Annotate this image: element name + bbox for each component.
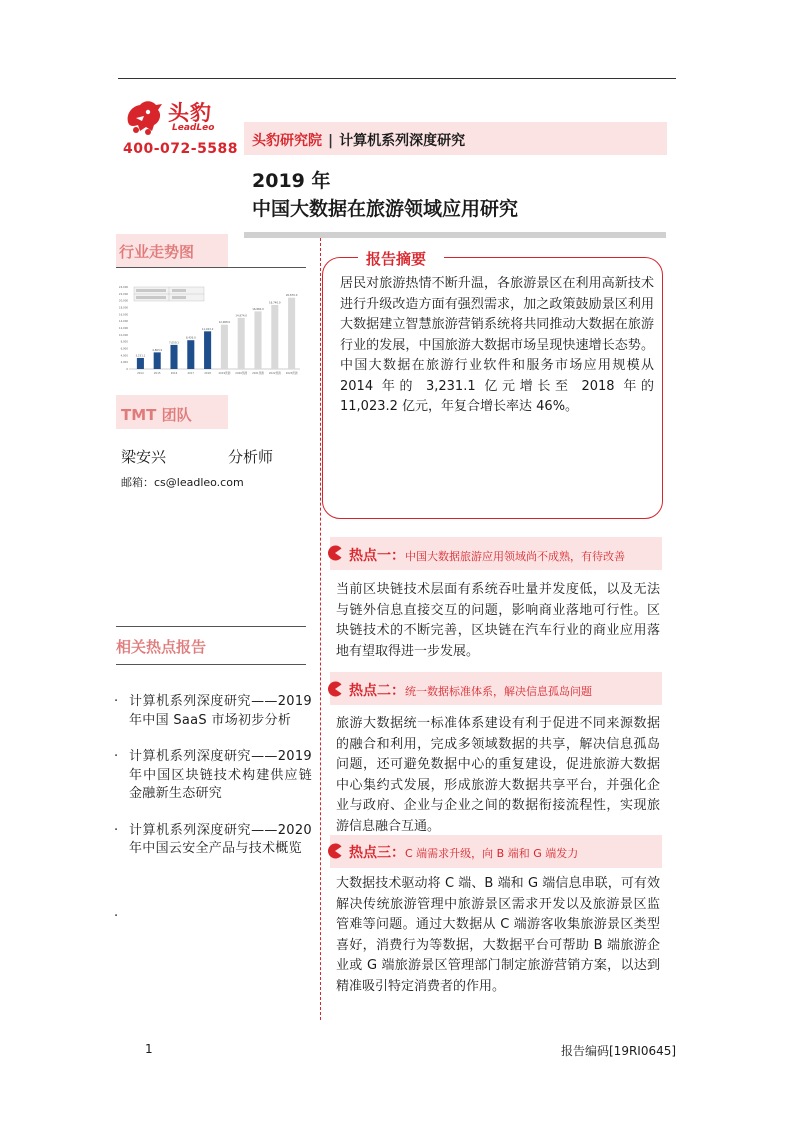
bar-value-label: 7,059.1: [169, 341, 179, 345]
hotspot-1-header: [349, 545, 625, 565]
chart-bar: [137, 358, 144, 369]
hotspot-1-subtitle: 中国大数据旅游应用领域尚不成熟，有待改善: [405, 550, 625, 563]
y-tick-label: 10,000: [118, 333, 128, 337]
hotspot-2-header: [349, 680, 592, 700]
y-tick-label: 18,000: [118, 306, 128, 310]
x-tick-label: 2017: [187, 372, 195, 375]
hotspot-2-label: 热点二：: [349, 683, 405, 699]
chart-bar: [170, 345, 177, 369]
y-tick-label: 0: [126, 368, 128, 371]
bar-value-label: 12,968.0: [218, 321, 231, 325]
bar-value-label: 18,740.0: [269, 301, 281, 305]
hotspot-1-label: 热点一：: [349, 548, 405, 564]
brand-name-en: LeadLeo: [172, 123, 215, 133]
analyst-email[interactable]: 邮箱：cs@leadleo.com: [121, 476, 244, 489]
chart-bar: [254, 311, 261, 369]
related-report-title: 计算机系列深度研究——2020 年中国云安全产品与技术概览: [129, 822, 312, 856]
bar-value-label: 16,860.0: [252, 307, 264, 311]
hotspot-3-subtitle: C 端需求升级，向 B 端和 G 端发力: [405, 847, 579, 860]
y-tick-label: 22,000: [118, 292, 128, 296]
related-reports-list: [112, 693, 312, 877]
hotspot-2-body: 旅游大数据统一标准体系建设有利于促进不同来源数据的融合和利用，完成多领域数据的共享，解决信息孤岛问题，还可避免数据中心的重复建设，促进旅游大数据中心集约式发展，形成旅游大数据共享平台，并强化企业与政府、企业与企业之间的数据衔接流程性，实现旅游信息融合互通。: [336, 716, 660, 834]
x-tick-label: 2022预测: [268, 372, 281, 375]
list-bullet: ·: [114, 822, 119, 838]
top-divider: [118, 78, 676, 79]
related-report-item[interactable]: [112, 693, 312, 730]
x-tick-label: 2016: [170, 372, 178, 375]
hotspot-2-subtitle: 统一数据标准体系，解决信息孤岛问题: [405, 685, 592, 698]
chart-bar: [204, 331, 211, 369]
y-tick-label: 6,000: [120, 347, 128, 351]
trend-heading: 行业走势图: [119, 243, 195, 261]
related-heading: 相关热点报告: [116, 638, 207, 656]
bar-value-label: 8,426.0: [185, 336, 196, 340]
y-tick-label: 8,000: [120, 340, 128, 344]
list-bullet: ·: [114, 749, 119, 764]
x-tick-label: 2018: [204, 372, 211, 375]
summary-heading: 报告摘要: [366, 250, 427, 268]
industry-trend-chart: [116, 277, 306, 377]
hotspot-3-body: 大数据技术驱动将 C 端、B 端和 G 端信息串联，可有效解决传统旅游管理中旅游景区需求开发以及旅游景区监管难等问题。通过大数据从 C 端游客收集旅游景区类型喜好，消费行为等数据，大数据平台可帮助 B 端旅游企业或 G 端旅游景区管理部门制定旅游营销方案，以达到精准吸引特定消费者的作用。: [336, 876, 660, 994]
series-name: 计算机系列深度研究: [339, 133, 466, 149]
y-tick-label: 24,000: [118, 286, 128, 289]
y-tick-label: 2,000: [120, 361, 128, 365]
report-code: 报告编码[19RI0645]: [561, 1044, 677, 1058]
list-bullet: ·: [114, 694, 119, 709]
hotspot-3-label: 热点三：: [349, 845, 405, 861]
header-series: [252, 130, 465, 150]
team-heading: TMT 团队: [121, 406, 192, 424]
header-separator: |: [328, 133, 334, 149]
related-report-title: 计算机系列深度研究——2019 年中国 SaaS 市场初步分析: [129, 694, 312, 728]
related-report-item[interactable]: [112, 822, 312, 859]
hotspot-1-body: 当前区块链技术层面有系统吞吐量并发度低，以及无法与链外信息直接交互的问题，影响商业落地可行性。区块链技术的不断完善，区块链在汽车行业的商业应用落地有望取得进一步发展。: [336, 582, 660, 659]
title-underline-bar: [244, 232, 666, 238]
pacman-bullet-icon: [327, 843, 343, 859]
related-report-item[interactable]: [112, 748, 312, 804]
bar-value-label: 20,870.0: [285, 294, 298, 298]
chart-bar: [271, 305, 278, 369]
x-tick-label: 2021预测: [252, 372, 264, 375]
chart-bar: [221, 325, 228, 369]
y-tick-label: 14,000: [118, 320, 128, 324]
chart-bar: [187, 340, 194, 369]
analyst-name: 梁安兴: [121, 448, 167, 466]
institute-name: 头豹研究院: [252, 133, 322, 149]
summary-body: 居民对旅游热情不断升温，各旅游景区在利用高新技术进行升级改造方面有强烈需求，加之政策鼓励景区利用大数据建立智慧旅游营销系统将共同推动大数据在旅游行业的发展，中国旅游大数据市场呈现快速增长态势。中国大数据在旅游行业软件和服务市场应用规模从 2014 年的 3,231.1 亿元增长至 2018 年的 11,023.2 亿元，年复合增长率达 46%。: [340, 276, 654, 414]
bar-value-label: 3,231.1: [135, 354, 146, 358]
trailing-bullet: ·: [114, 909, 119, 924]
y-tick-label: 20,000: [118, 299, 128, 303]
y-tick-label: 4,000: [120, 354, 128, 358]
x-tick-label: 2014: [137, 372, 144, 375]
analyst-role: 分析师: [228, 448, 274, 466]
report-title-year: 2019 年: [252, 170, 331, 192]
chart-legend: [134, 287, 204, 301]
related-top-divider: [116, 626, 306, 627]
x-tick-label: 2019预测: [218, 372, 231, 375]
pacman-bullet-icon: [327, 681, 343, 697]
phone-number: 400-072-5588: [123, 141, 239, 157]
trend-divider: [116, 267, 306, 268]
x-tick-label: 2020预测: [235, 372, 248, 375]
x-tick-label: 2015: [153, 372, 161, 375]
chart-bar: [238, 318, 245, 369]
y-tick-label: 12,000: [118, 327, 128, 330]
column-divider: [320, 238, 321, 1020]
y-tick-label: 16,000: [118, 313, 128, 317]
x-tick-label: 2023预测: [285, 372, 298, 375]
related-bottom-divider: [116, 664, 306, 665]
hotspot-3-header: [349, 842, 578, 862]
chart-bar: [288, 298, 295, 369]
pacman-bullet-icon: [327, 545, 343, 561]
brand-name-cn: 头豹: [168, 101, 212, 125]
report-title: 中国大数据在旅游领域应用研究: [252, 198, 519, 220]
bar-value-label: 4,863.9: [152, 348, 163, 352]
bar-value-label: 14,974.0: [235, 314, 247, 318]
page-number: 1: [145, 1042, 153, 1056]
bar-value-label: 11,023.2: [201, 327, 214, 331]
chart-bar: [154, 352, 161, 369]
related-report-title: 计算机系列深度研究——2019 年中国区块链技术构建供应链金融新生态研究: [129, 749, 312, 801]
